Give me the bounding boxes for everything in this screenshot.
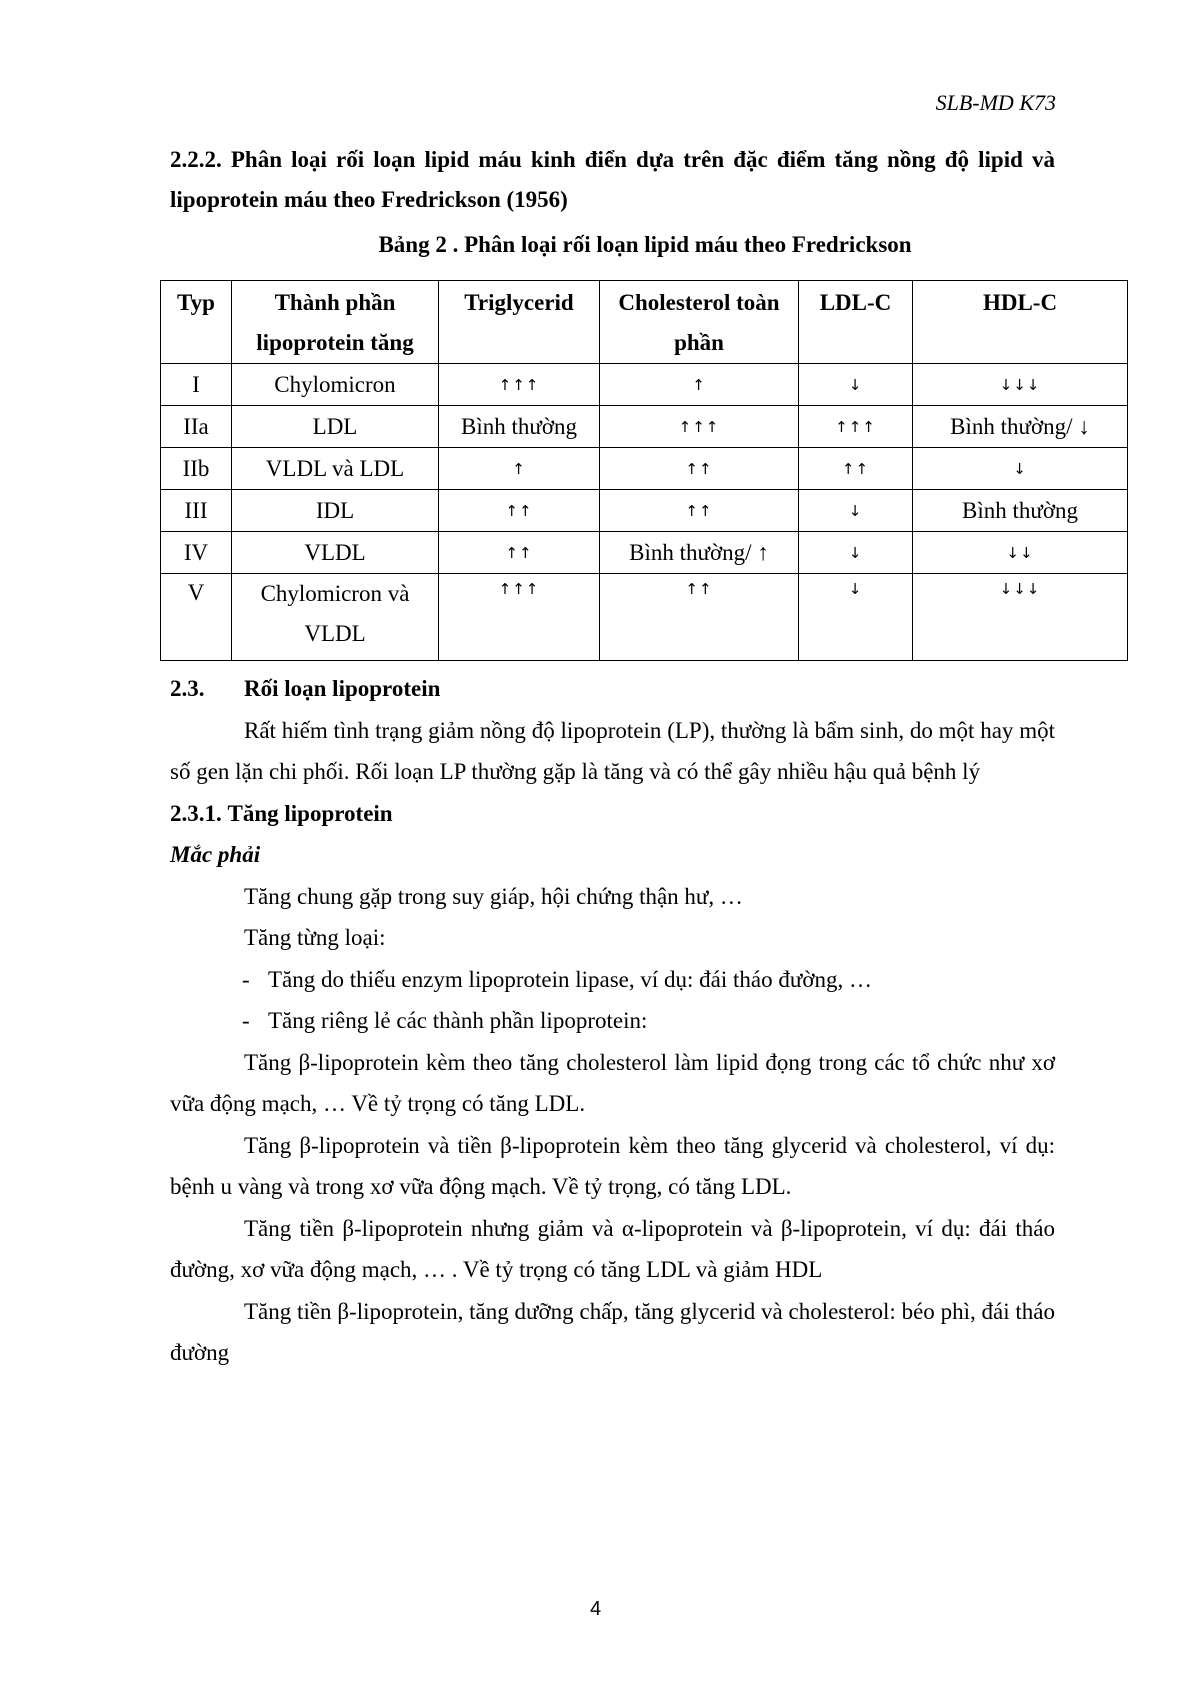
cell-typ: IIa	[161, 406, 232, 448]
list-item-text: Tăng do thiếu enzym lipoprotein lipase, ví dụ: đái tháo đường, …	[268, 966, 872, 992]
list-item-text: Tăng riêng lẻ các thành phần lipoprotein:	[268, 1008, 648, 1033]
cell-ldl-c: ↑↑↑	[799, 406, 913, 448]
header-hdl-c: HDL-C	[913, 281, 1128, 364]
section-number: 2.3.	[170, 676, 205, 701]
table-row	[161, 532, 1128, 574]
fredrickson-table	[160, 280, 1128, 661]
cell-hdl-c: ↓↓↓	[913, 364, 1128, 406]
cell-cholesterol: ↑↑	[600, 574, 799, 661]
paragraph: Tăng β-lipoprotein và tiền β-lipoprotein kèm theo tăng glycerid và cholesterol, ví dụ: bệnh u vàng và trong xơ vữa động mạch. Về tỷ trọng, có tăng LDL.	[170, 1132, 1055, 1199]
section-23	[170, 668, 1055, 1374]
cell-triglycerid: Bình thường	[439, 406, 600, 448]
page-number: 4	[589, 1598, 602, 1620]
header-cholesterol: Cholesterol toàn phần	[600, 281, 799, 364]
cell-typ: IIb	[161, 448, 232, 490]
table-row	[161, 448, 1128, 490]
cell-triglycerid: ↑↑↑	[439, 574, 600, 661]
cell-lipoprotein: IDL	[232, 490, 439, 532]
header-typ: Typ	[161, 281, 232, 364]
cell-lipoprotein: VLDL	[232, 532, 439, 574]
cell-lipoprotein: Chylomicron	[232, 364, 439, 406]
running-header: SLB-MD K73	[935, 90, 1056, 115]
table-row	[161, 574, 1128, 661]
cell-hdl-c: Bình thường/ ↓	[913, 406, 1128, 448]
dash-bullet: -	[242, 1008, 250, 1033]
header-triglycerid: Triglycerid	[439, 281, 600, 364]
section-heading-231	[170, 793, 1055, 835]
section-222	[170, 140, 1055, 268]
cell-triglycerid: ↑	[439, 448, 600, 490]
cell-typ: V	[161, 574, 232, 661]
section-heading-23	[170, 668, 1055, 710]
cell-hdl-c: ↓↓	[913, 532, 1128, 574]
table-header-row	[161, 281, 1128, 364]
table-row	[161, 364, 1128, 406]
section-number: 2.3.1.	[170, 800, 222, 826]
cell-hdl-c: Bình thường	[913, 490, 1128, 532]
table-caption: Bảng 2 . Phân loại rối loạn lipid máu theo Fredrickson	[378, 232, 912, 257]
cell-cholesterol: ↑↑	[600, 490, 799, 532]
cell-cholesterol: Bình thường/ ↑	[600, 532, 799, 574]
cell-lipoprotein: Chylomicron và VLDL	[232, 574, 439, 661]
paragraph: Rất hiếm tình trạng giảm nồng độ lipoprotein (LP), thường là bẩm sinh, do một hay một số gen lặn chi phối. Rối loạn LP thường gặp là tăng và có thể gây nhiều hậu quả bệnh lý	[170, 717, 1055, 784]
cell-ldl-c: ↓	[799, 574, 913, 661]
paragraph: Tăng β-lipoprotein kèm theo tăng cholesterol làm lipid đọng trong các tổ chức như xơ vữa động mạch, … Về tỷ trọng có tăng LDL.	[170, 1049, 1055, 1116]
section-title: Rối loạn lipoprotein	[244, 676, 441, 701]
cell-cholesterol: ↑	[600, 364, 799, 406]
cell-lipoprotein: LDL	[232, 406, 439, 448]
dash-bullet: -	[242, 966, 250, 992]
list-item	[170, 959, 1055, 1001]
header-ldl-c: LDL-C	[799, 281, 913, 364]
cell-cholesterol: ↑↑	[600, 448, 799, 490]
cell-hdl-c: ↓↓↓	[913, 574, 1128, 661]
cell-ldl-c: ↓	[799, 364, 913, 406]
section-title: Tăng lipoprotein	[227, 800, 393, 826]
cell-triglycerid: ↑↑	[439, 490, 600, 532]
paragraph: Tăng từng loại:	[244, 925, 386, 950]
cell-lipoprotein: VLDL và LDL	[232, 448, 439, 490]
paragraph: Tăng chung gặp trong suy giáp, hội chứng thận hư, …	[244, 883, 743, 909]
table-row	[161, 406, 1128, 448]
subheading: Mắc phải	[170, 842, 261, 867]
paragraph: Tăng tiền β-lipoprotein nhưng giảm và α-lipoprotein và β-lipoprotein, ví dụ: đái tháo đường, xơ vữa động mạch, … . Về tỷ trọng có tăng LDL và giảm HDL	[170, 1215, 1055, 1282]
cell-hdl-c: ↓	[913, 448, 1128, 490]
cell-typ: IV	[161, 532, 232, 574]
cell-typ: I	[161, 364, 232, 406]
cell-triglycerid: ↑↑	[439, 532, 600, 574]
cell-triglycerid: ↑↑↑	[439, 364, 600, 406]
list-item	[170, 1000, 1055, 1042]
cell-cholesterol: ↑↑↑	[600, 406, 799, 448]
cell-typ: III	[161, 490, 232, 532]
paragraph: Tăng tiền β-lipoprotein, tăng dưỡng chấp, tăng glycerid và cholesterol: béo phì, đái tháo đường	[170, 1298, 1055, 1365]
cell-ldl-c: ↓	[799, 532, 913, 574]
table-row	[161, 490, 1128, 532]
cell-ldl-c: ↑↑	[799, 448, 913, 490]
cell-ldl-c: ↓	[799, 490, 913, 532]
section-heading-222: 2.2.2. Phân loại rối loạn lipid máu kinh điển dựa trên đặc điểm tăng nồng độ lipid và lipoprotein máu theo Fredrickson (1956)	[170, 147, 1055, 212]
header-lipoprotein: Thành phần lipoprotein tăng	[232, 281, 439, 364]
